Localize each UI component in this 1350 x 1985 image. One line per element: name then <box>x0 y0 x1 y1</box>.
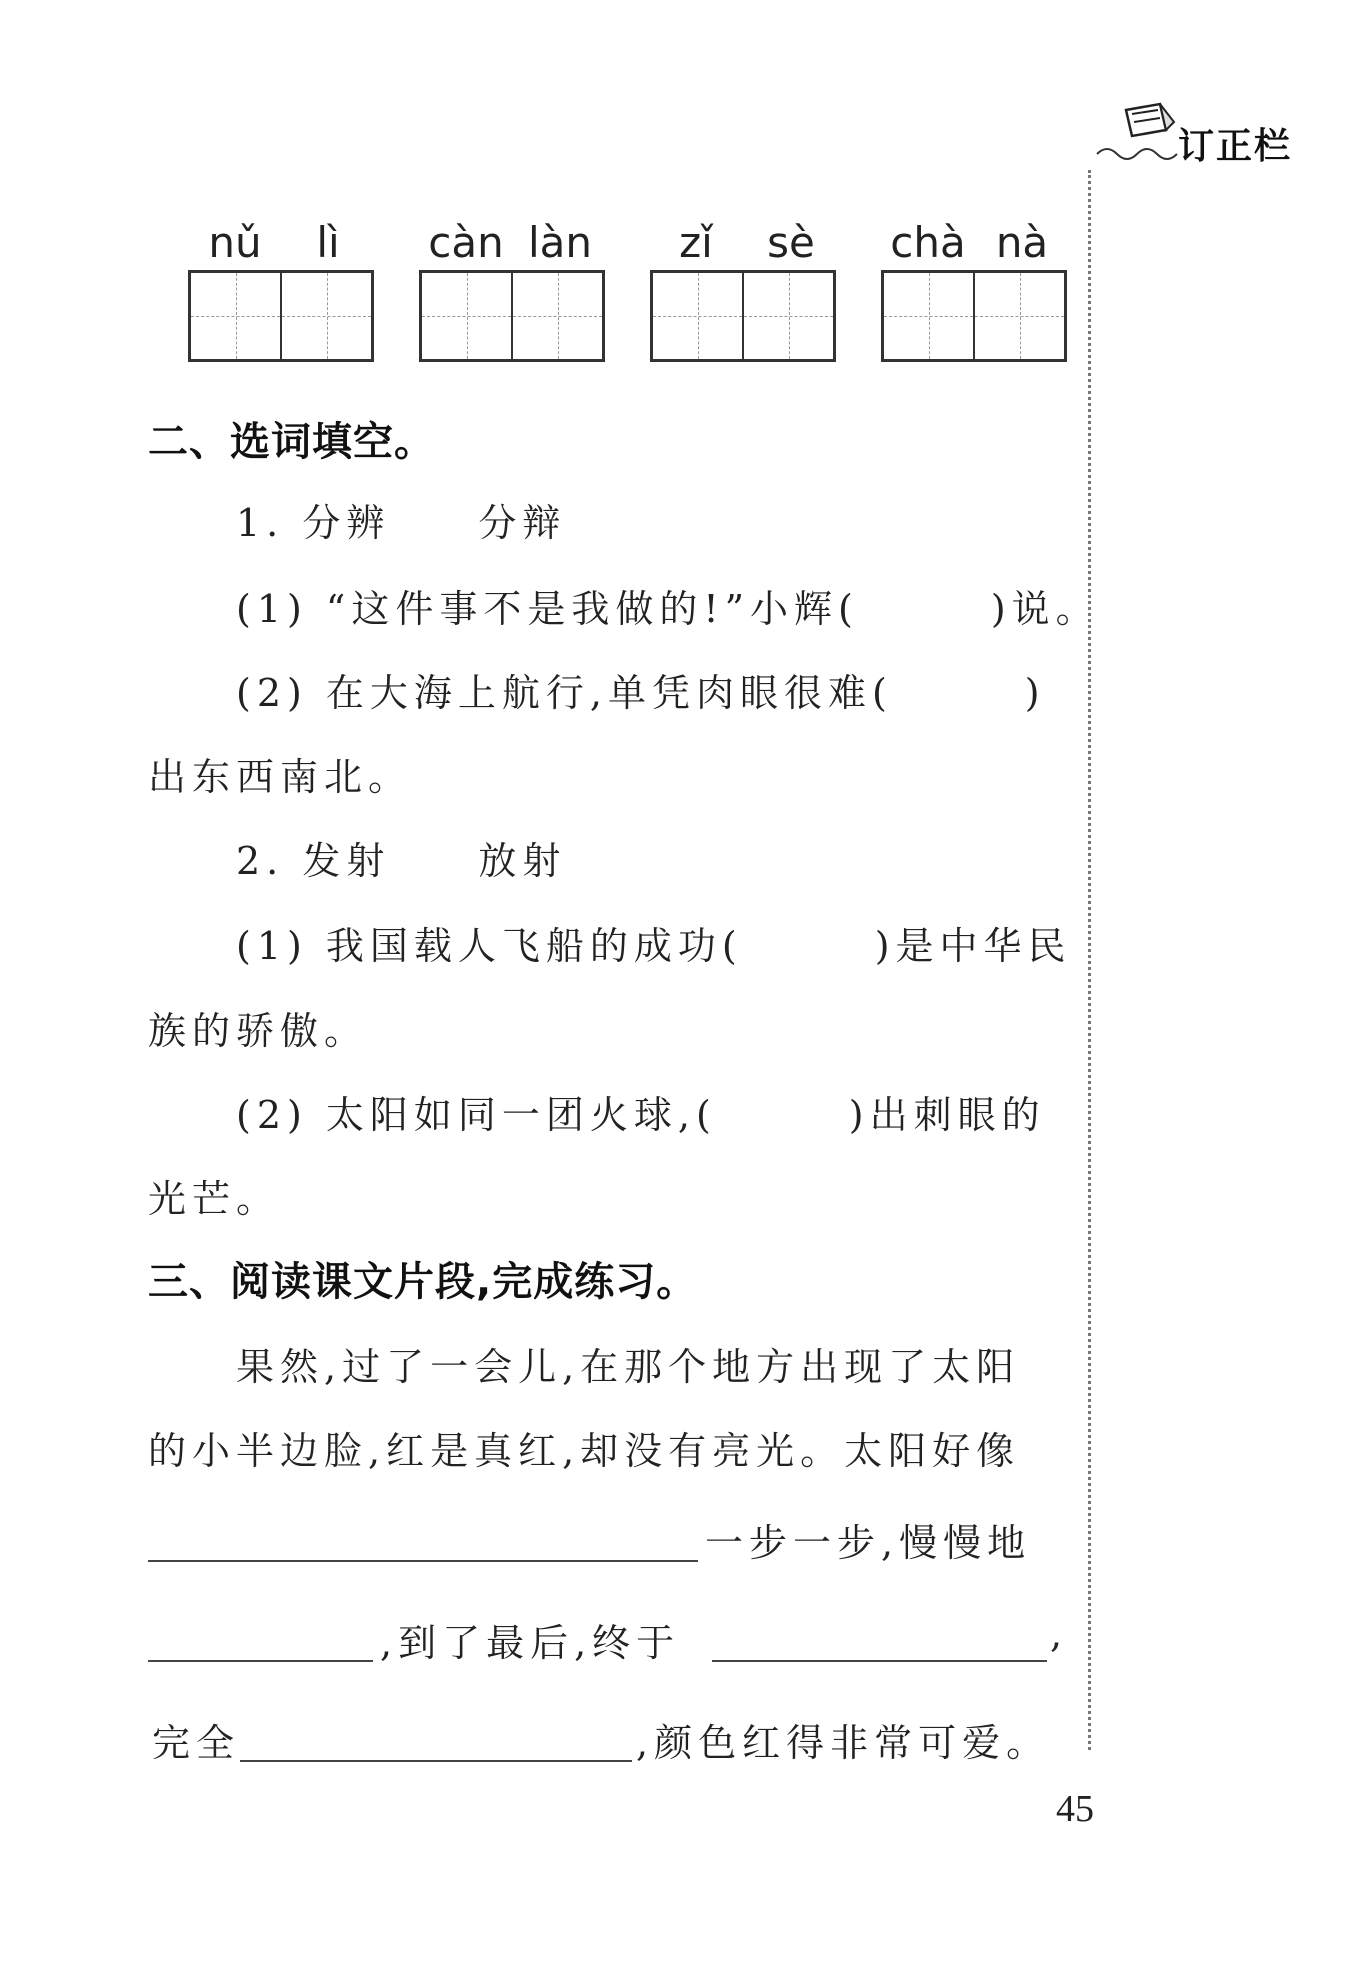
word-options: 1. 分辨 分辩 <box>236 501 567 545</box>
pinyin: làn <box>527 218 593 267</box>
question-line: 族的骄傲。 <box>148 1009 369 1053</box>
passage-line: , <box>1050 1612 1069 1656</box>
passage-line: ,到了最后,终于 <box>380 1621 681 1665</box>
answer-blank[interactable] <box>712 1660 1047 1662</box>
page-number: 45 <box>1056 1788 1094 1830</box>
pinyin: chà <box>890 218 966 267</box>
passage-line: 一步一步,慢慢地 <box>705 1521 1032 1565</box>
wave-decoration <box>1095 142 1185 162</box>
question-line: 光芒。 <box>148 1177 281 1221</box>
pencil-icon <box>1120 100 1180 148</box>
pinyin: sè <box>767 218 815 267</box>
passage-line: 的小半边脸,红是真红,却没有亮光。太阳好像 <box>148 1429 1021 1473</box>
pinyin: lì <box>316 218 340 267</box>
pinyin: zǐ <box>679 218 713 267</box>
writing-grid[interactable] <box>419 270 605 362</box>
answer-blank[interactable] <box>148 1560 698 1562</box>
passage-line: ,颜色红得非常可爱。 <box>636 1721 1051 1765</box>
answer-blank[interactable] <box>240 1760 632 1762</box>
pinyin: càn <box>428 218 504 267</box>
correction-column-title: 订正栏 <box>1178 126 1293 167</box>
section-heading: 二、选词填空。 <box>148 419 435 465</box>
question-line: (1) 我国载人飞船的成功( )是中华民 <box>236 924 1072 968</box>
passage-line: 果然,过了一会儿,在那个地方出现了太阳 <box>236 1345 1021 1389</box>
pinyin: nǔ <box>208 218 262 267</box>
section-heading: 三、阅读课文片段,完成练习。 <box>148 1259 698 1305</box>
question-line: (2) 太阳如同一团火球,( )出刺眼的 <box>236 1093 1046 1137</box>
writing-grid[interactable] <box>650 270 836 362</box>
answer-blank[interactable] <box>148 1660 373 1662</box>
question-line: (1) “这件事不是我做的!”小辉( )说。 <box>236 587 1100 631</box>
writing-grid[interactable] <box>881 270 1067 362</box>
writing-grid[interactable] <box>188 270 374 362</box>
word-options: 2. 发射 放射 <box>236 839 567 883</box>
correction-divider <box>1088 170 1091 1750</box>
passage-line: 完全 <box>152 1721 241 1765</box>
question-line: 出东西南北。 <box>148 755 413 799</box>
question-line: (2) 在大海上航行,单凭肉眼很难( ) <box>236 671 1046 715</box>
pinyin: nà <box>995 218 1049 267</box>
